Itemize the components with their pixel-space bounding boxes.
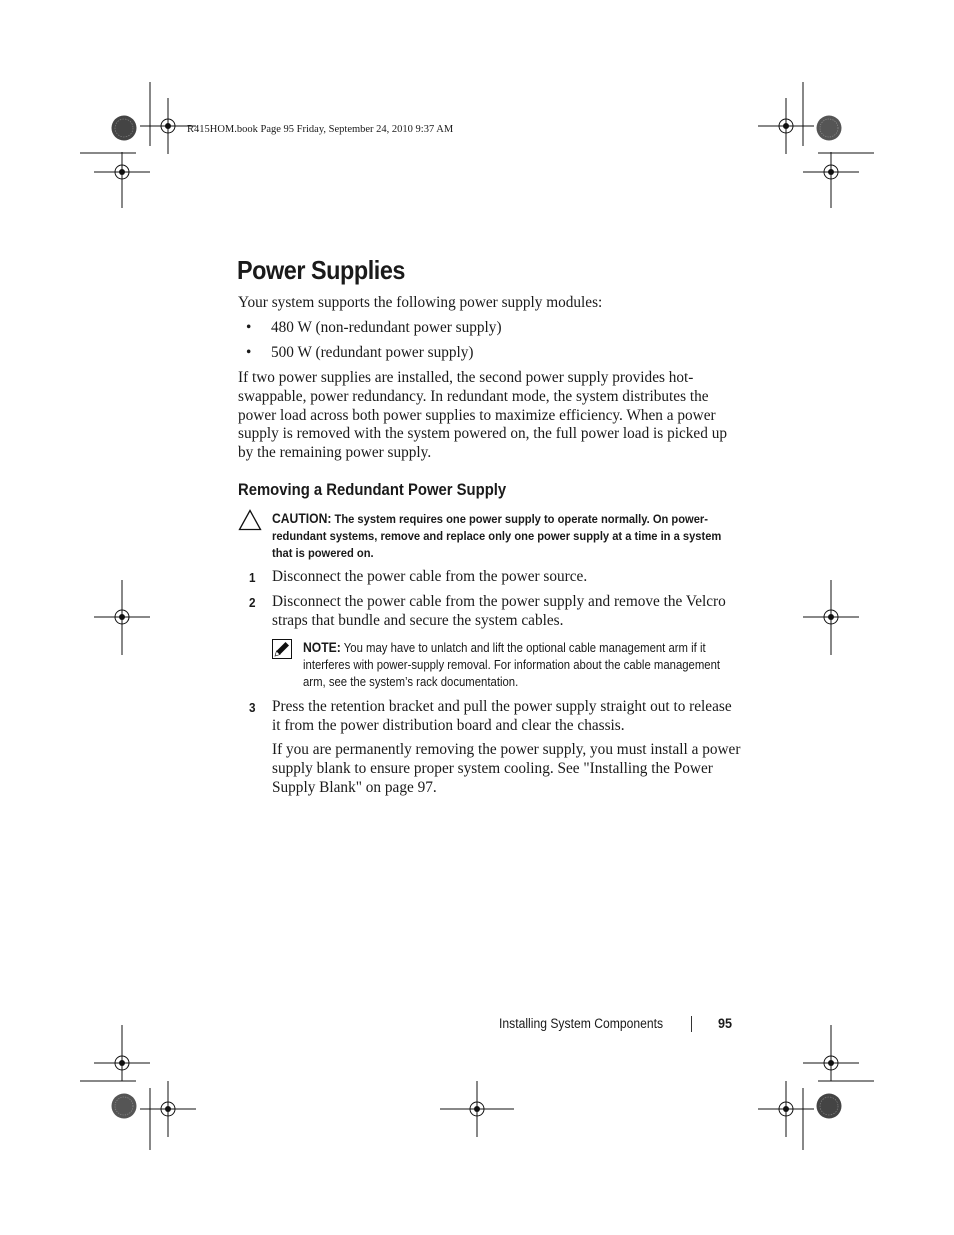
note-text: You may have to unlatch and lift the optional cable management arm if it interferes with power-supply removal. For information about the cable management arm, see the system’s rack documentation.	[303, 641, 721, 690]
note-pencil-icon	[272, 639, 292, 659]
list-item-text: 500 W (redundant power supply)	[271, 344, 474, 361]
list-item	[246, 319, 502, 337]
redundancy-paragraph: If two power supplies are installed, the second power supply provides hot-swappable, power redundancy. In redundant mode, the system distributes the power load across both power supplies to maximize efficiency. When a power supply is removed with the system powered on, the full power load is picked up by the remaining power supply.	[238, 369, 727, 462]
note-label: NOTE:	[303, 640, 341, 655]
step-followup-paragraph: If you are permanently removing the power supply, you must install a power supply blank to ensure proper system cooling. See "Installing the Power Supply Blank" on page 97.	[272, 741, 741, 796]
list-item	[246, 344, 474, 362]
step-number: 2	[249, 595, 256, 610]
step-number: 3	[249, 700, 256, 715]
step-number: 1	[249, 570, 256, 585]
step-text: Disconnect the power cable from the power source.	[272, 568, 588, 585]
footer-section-name: Installing System Components	[499, 1016, 664, 1031]
bullet-icon: •	[246, 344, 252, 361]
note-notice	[303, 639, 735, 692]
caution-notice	[272, 510, 722, 562]
intro-paragraph: Your system supports the following power supply modules:	[238, 294, 603, 311]
step-text: Press the retention bracket and pull the power supply straight out to release it from the power distribution board and clear the chassis.	[272, 698, 732, 734]
caution-label: CAUTION:	[272, 511, 332, 526]
step-text: Disconnect the power cable from the power supply and remove the Velcro straps that bundle and secure the system cables.	[272, 593, 726, 629]
caution-text: The system requires one power supply to operate normally. On power-redundant systems, remove and replace only one power supply at a time in a system that is powered on.	[272, 512, 722, 560]
bullet-icon: •	[246, 319, 252, 336]
page-title: Power Supplies	[237, 255, 405, 285]
page-number: 95	[718, 1015, 733, 1031]
list-item-text: 480 W (non-redundant power supply)	[271, 319, 502, 336]
section-heading: Removing a Redundant Power Supply	[238, 481, 507, 499]
caution-triangle-icon	[238, 509, 262, 531]
footer-divider	[691, 1016, 692, 1032]
print-header-info: R415HOM.book Page 95 Friday, September 24, 2010 9:37 AM	[187, 124, 454, 135]
